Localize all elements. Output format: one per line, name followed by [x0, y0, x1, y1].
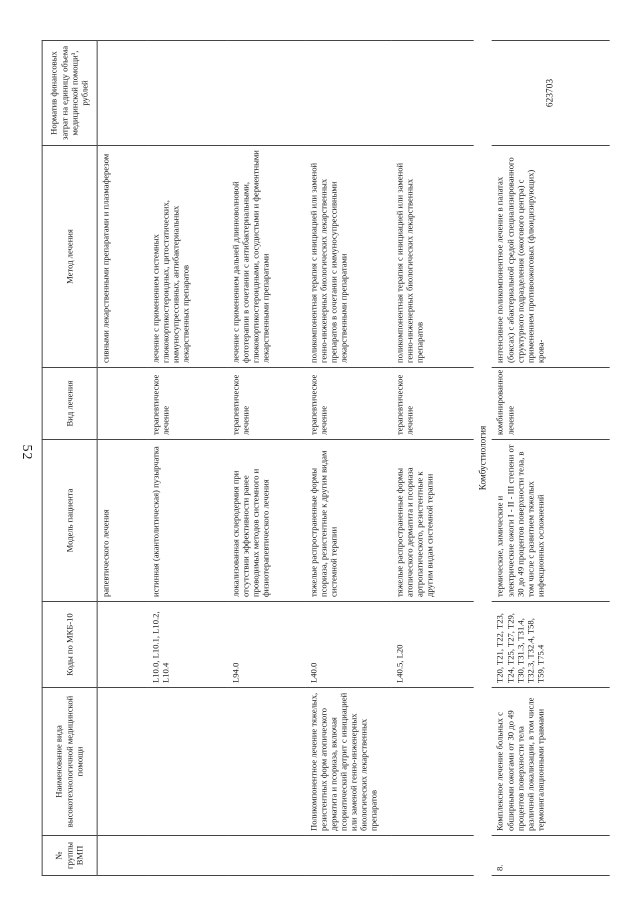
cell-norm [391, 41, 473, 146]
cell-method: поликомпонентная терапия с инициацией или заменой генно-инженерных биологических лекарственных препаратов в сочетании с иммуносупрессивными лекарственными препаратами [305, 146, 391, 368]
cell-type: терапевтическое лечение [147, 368, 227, 440]
cell-model: тяжелые распространенные формы атопического дерматита и псориаза артропатического, резистентные к другим видам системной терапии [391, 440, 473, 602]
table-row [147, 41, 227, 876]
cell-group: 8. [492, 836, 610, 876]
cell-norm [147, 41, 227, 146]
cell-codes: T20, T21, T22, T23, T24, T25, T27, T29, T30, T31.3, T31.4, T32.3, T32.4, T58, T59, T75.4 [492, 602, 610, 688]
cell-model: термические, химические и электрические ожоги I - II - III степени от 30 до 49 процентов поверхности тела, в том числе с развитием тяжелых инфекционных осложнений [492, 440, 610, 602]
cell-group [305, 836, 391, 876]
header-model: Модель пациента [42, 440, 97, 602]
cell-name [391, 688, 473, 836]
cell-method: поликомпонентная терапия с инициацией или заменой генно-инженерных биологических лекарственных препаратов [391, 146, 473, 368]
header-norm: Норматив финансовых затрат на единицу объема медицинской помощи³, рублей [42, 41, 97, 146]
page-number: 52 [19, 444, 34, 461]
cell-type: комбинированное лечение [492, 368, 610, 440]
cell-type: терапевтическое лечение [305, 368, 391, 440]
header-type: Вид лечения [42, 368, 97, 440]
cell-norm [97, 41, 147, 146]
cell-group [391, 836, 473, 876]
cell-method: лечение с применением системных глюкокортикостероидных, цитостатических, иммуносупрессивных, антибактериальных лекарственных препаратов [147, 146, 227, 368]
cell-name [147, 688, 227, 836]
cell-codes [97, 602, 147, 688]
table-row [391, 41, 473, 876]
table-row [305, 41, 391, 876]
cell-name: Комплексное лечение больных с обширными ожогами от 30 до 49 процентов поверхности тела различной локализации, в том числе термоингаляционными травмами [492, 688, 610, 836]
cell-codes: L40.5, L20 [391, 602, 473, 688]
cell-name: Поликомпонентное лечение тяжелых, резистентных форм атопического дерматита и псориаза, включая псориатический артрит с инициацией или заменой генно-инженерных биологических лекарственных препаратов [305, 688, 391, 836]
cell-method: интенсивное поликомпонентное лечение в палатах (боксах) с абактериальной средой специализированного структурного подразделения (ожогового центра) с применением противоожоговых (флюидизирующих) крова- [492, 146, 610, 368]
header-name: Наименование вида высокотехнологичной медицинской помощи [42, 688, 97, 836]
cell-codes: L94.0 [227, 602, 305, 688]
section-row [473, 41, 492, 876]
header-group: № группы ВМП [42, 836, 97, 876]
cell-name [97, 688, 147, 836]
cell-codes: L10.0, L10.1, L10.2, L10.4 [147, 602, 227, 688]
cell-model: локализованная склеродермия при отсутствии эффективности ранее проводимых методов системного и физиотерапевтического лечения [227, 440, 305, 602]
cell-norm: 623703 [492, 41, 610, 146]
cell-name [227, 688, 305, 836]
table-row [492, 41, 610, 876]
vmp-table [42, 40, 610, 876]
cell-model: тяжелые распространенные формы псориаза, резистентные к другим видам системной терапии [305, 440, 391, 602]
cell-norm [305, 41, 391, 146]
cell-method: лечение с применением дальней длинноволновой фототерапии в сочетании с антибактериальными, глюкокортикостероидными, сосудистыми и ферментными лекарственными препаратами [227, 146, 305, 368]
header-codes: Коды по МКБ-10 [42, 602, 97, 688]
table-row [227, 41, 305, 876]
cell-type: терапевтическое лечение [391, 368, 473, 440]
cell-model: истинная (акантолитическая) пузырчатка [147, 440, 227, 602]
table-row [97, 41, 147, 876]
cell-method: сивными лекарственными препаратами и плазмаферезом [97, 146, 147, 368]
cell-group [147, 836, 227, 876]
cell-group [97, 836, 147, 876]
cell-norm [227, 41, 305, 146]
cell-model: рапевтического лечения [97, 440, 147, 602]
table-header-row [42, 41, 97, 876]
cell-group [227, 836, 305, 876]
section-title: Комбустиология [477, 425, 488, 491]
cell-codes: L40.0 [305, 602, 391, 688]
cell-type [97, 368, 147, 440]
cell-type: терапевтическое лечение [227, 368, 305, 440]
header-method: Метод лечения [42, 146, 97, 368]
